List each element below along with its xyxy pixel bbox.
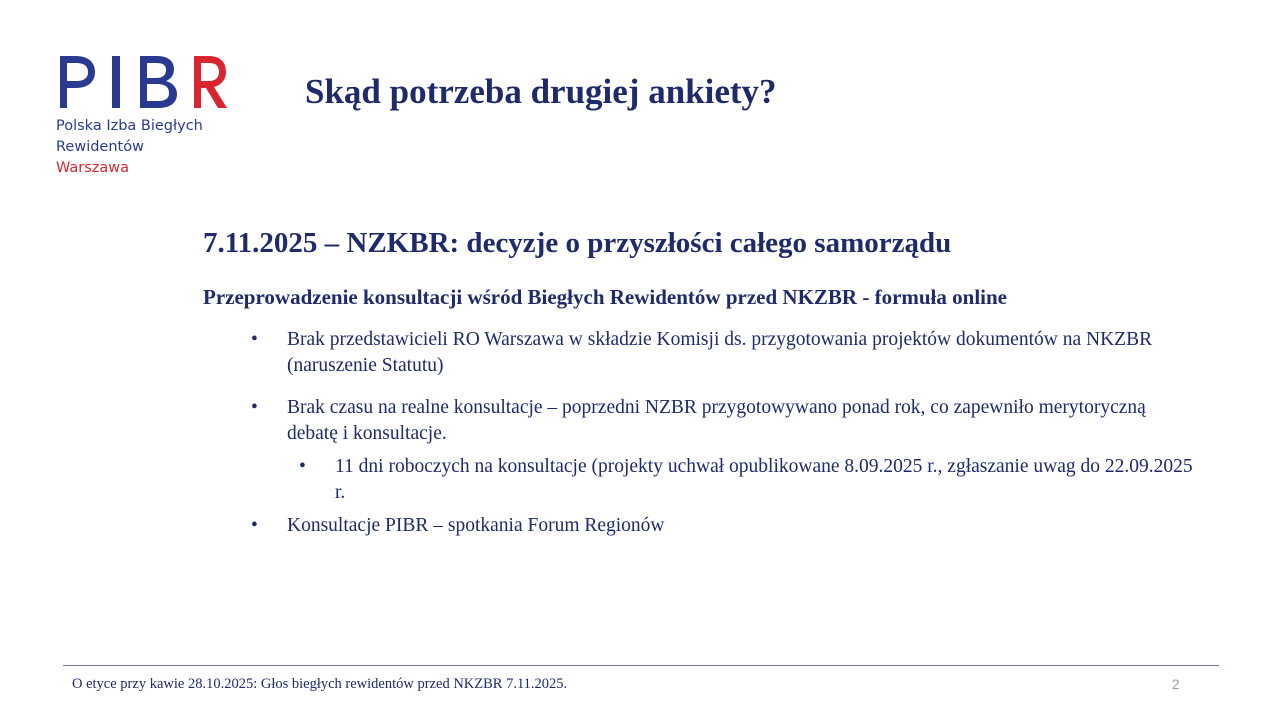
logo-line-1: Polska Izba Biegłych xyxy=(56,118,203,134)
footer-text: O etyce przy kawie 28.10.2025: Głos biegłych rewidentów przed NKZBR 7.11.2025. xyxy=(72,676,568,692)
bullet-item xyxy=(251,327,1177,379)
bullet-icon: • xyxy=(251,397,258,418)
logo-line-2: Rewidentów xyxy=(56,139,144,155)
main-heading: 7.11.2025 – NZKBR: decyzje o przyszłości całego samorządu xyxy=(203,227,952,259)
logo-letter-b xyxy=(140,56,177,108)
bullet-item xyxy=(251,395,1177,447)
logo-letter-i xyxy=(112,56,120,108)
bullet-item xyxy=(251,513,1177,539)
logo-line-3: Warszawa xyxy=(56,160,130,176)
bullet-text: 11 dni roboczych na konsultacje (projekty uchwał opublikowane 8.09.2025 r., zgłaszanie uwag do 22.09.2025 r. xyxy=(335,456,1193,503)
page-number: 2 xyxy=(1172,677,1180,692)
footer-divider xyxy=(63,665,1219,666)
bullet-icon: • xyxy=(251,329,258,350)
bullet-icon: • xyxy=(299,456,306,477)
logo-letter-r xyxy=(194,56,227,108)
slide-title: Skąd potrzeba drugiej ankiety? xyxy=(305,72,777,111)
logo-letter-p xyxy=(60,56,95,108)
bullet-text: Brak przedstawicieli RO Warszawa w składzie Komisji ds. przygotowania projektów dokumentów na NKZBR (naruszenie Statutu) xyxy=(287,329,1153,376)
bullet-text: Brak czasu na realne konsultacje – poprzedni NZBR przygotowywano ponad rok, co zapewniło merytoryczną debatę i konsultacje. xyxy=(287,397,1146,444)
sub-bullet-item xyxy=(299,454,1195,506)
bullet-icon: • xyxy=(251,515,258,536)
pibr-logo xyxy=(56,52,256,179)
bullet-text: Konsultacje PIBR – spotkania Forum Regionów xyxy=(287,515,665,536)
sub-heading: Przeprowadzenie konsultacji wśród Biegłych Rewidentów przed NKZBR - formuła online xyxy=(203,285,1007,309)
pibr-logo-mark xyxy=(56,52,228,112)
